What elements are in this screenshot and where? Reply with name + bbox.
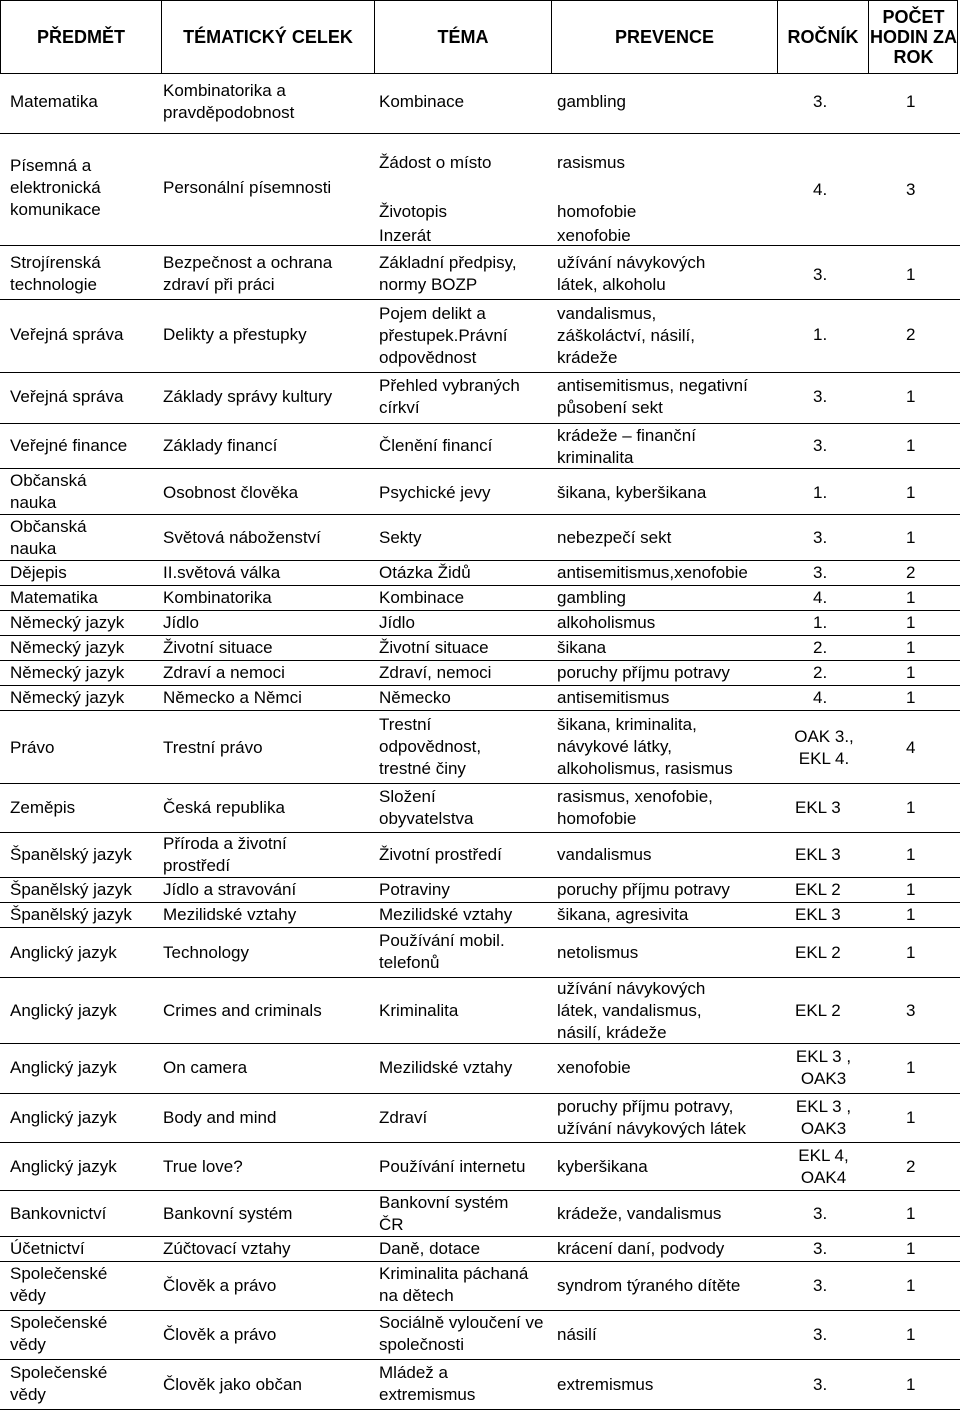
cell-hodiny: 1 xyxy=(906,1276,916,1295)
cell-tema: Kombinace xyxy=(379,588,465,607)
cell-predmet: Anglický jazyk xyxy=(10,1001,117,1020)
row-divider xyxy=(0,1190,960,1191)
cell-predmet: Německý jazyk xyxy=(10,688,125,707)
cell-rocnik: OAK 3., EKL 4. xyxy=(794,727,854,768)
cell-prevence: alkoholismus xyxy=(557,613,656,632)
cell-predmet: Zeměpis xyxy=(10,798,76,817)
cell-predmet: Občanská nauka xyxy=(10,517,87,558)
cell-predmet: Německý jazyk xyxy=(10,613,125,632)
cell-prevence: šikana, kriminalita, návykové látky, alkoholismus, rasismus xyxy=(557,715,733,778)
header-prevence: PREVENCE xyxy=(614,27,715,47)
cell-hodiny: 1 xyxy=(906,943,916,962)
cell-rocnik: 3. xyxy=(813,1204,828,1223)
cell-predmet: Španělský jazyk xyxy=(10,845,132,864)
cell-predmet: Veřejné finance xyxy=(10,436,128,455)
cell-rocnik: EKL 4, OAK4 xyxy=(798,1146,849,1187)
cell-celek: Delikty a přestupky xyxy=(163,325,307,344)
row-divider xyxy=(0,927,960,928)
cell-tema: Otázka Židů xyxy=(379,563,471,582)
cell-hodiny: 1 xyxy=(906,528,916,547)
cell-rocnik: 3. xyxy=(813,563,828,582)
cell-rocnik: 1. xyxy=(813,613,828,632)
cell-tema: Mezilidské vztahy xyxy=(379,905,513,924)
cell-prevence: krádeže – finanční kriminalita xyxy=(557,426,696,467)
cell-predmet: Veřejná správa xyxy=(10,325,124,344)
cell-tema: Členění financí xyxy=(379,436,493,455)
cell-celek: Body and mind xyxy=(163,1108,277,1127)
cell-prevence: extremismus xyxy=(557,1375,654,1394)
cell-predmet: Anglický jazyk xyxy=(10,1108,117,1127)
cell-hodiny: 1 xyxy=(906,905,916,924)
cell-celek: Příroda a životní prostředí xyxy=(163,834,287,875)
cell-rocnik: 3. xyxy=(813,1375,828,1394)
row-divider xyxy=(0,902,960,903)
cell-celek: Mezilidské vztahy xyxy=(163,905,297,924)
cell-hodiny: 3 xyxy=(906,180,916,199)
cell-tema: Pojem delikt a přestupek.Právní odpovědnost xyxy=(379,304,508,367)
cell-hodiny: 1 xyxy=(906,92,916,111)
cell-celek: Zúčtovací vztahy xyxy=(163,1239,291,1258)
cell-rocnik: 1. xyxy=(813,483,828,502)
cell-hodiny: 1 xyxy=(906,1325,916,1344)
cell-predmet: Španělský jazyk xyxy=(10,905,132,924)
cell-prevence: rasismus, xenofobie, homofobie xyxy=(557,787,713,828)
cell-tema: Daně, dotace xyxy=(379,1239,481,1258)
cell-prevence: xenofobie xyxy=(557,1058,631,1077)
cell-tema: Inzerát xyxy=(379,226,431,245)
row-divider xyxy=(0,832,960,833)
cell-rocnik: 3. xyxy=(813,1239,828,1258)
cell-celek: Technology xyxy=(163,943,250,962)
cell-rocnik: 3. xyxy=(813,1276,828,1295)
cell-rocnik: 3. xyxy=(813,436,828,455)
cell-tema: Životopis xyxy=(379,202,448,221)
cell-tema: Zdraví xyxy=(379,1108,428,1127)
cell-hodiny: 1 xyxy=(906,880,916,899)
cell-prevence: netolismus xyxy=(557,943,639,962)
cell-predmet: Bankovnictví xyxy=(10,1204,107,1223)
cell-hodiny: 1 xyxy=(906,387,916,406)
cell-hodiny: 1 xyxy=(906,1058,916,1077)
cell-celek: Zdraví a nemoci xyxy=(163,663,285,682)
row-divider xyxy=(0,1093,960,1094)
cell-prevence: nebezpečí sekt xyxy=(557,528,672,547)
cell-prevence: násilí xyxy=(557,1325,597,1344)
table-header xyxy=(0,0,958,74)
header-predmet: PŘEDMĚT xyxy=(36,27,125,47)
cell-rocnik: 4. xyxy=(813,588,828,607)
cell-hodiny: 1 xyxy=(906,688,916,707)
cell-hodiny: 1 xyxy=(906,663,916,682)
cell-tema: Německo xyxy=(379,688,451,707)
cell-tema: Přehled vybraných církví xyxy=(379,376,520,417)
cell-hodiny: 1 xyxy=(906,436,916,455)
cell-prevence: šikana, agresivita xyxy=(557,905,689,924)
cell-prevence: gambling xyxy=(557,92,626,111)
cell-predmet: Účetnictví xyxy=(10,1239,85,1258)
cell-celek: Základy financí xyxy=(163,436,278,455)
cell-hodiny: 1 xyxy=(906,1108,916,1127)
cell-predmet: Anglický jazyk xyxy=(10,1157,117,1176)
row-divider xyxy=(0,1359,960,1360)
cell-tema: Používání internetu xyxy=(379,1157,526,1176)
cell-celek: Životní situace xyxy=(163,638,273,657)
cell-celek: Osobnost člověka xyxy=(163,483,299,502)
cell-hodiny: 1 xyxy=(906,1375,916,1394)
cell-rocnik: EKL 3 xyxy=(795,905,841,924)
cell-rocnik: 3. xyxy=(813,528,828,547)
cell-hodiny: 1 xyxy=(906,845,916,864)
cell-hodiny: 1 xyxy=(906,1204,916,1223)
cell-celek: Jídlo xyxy=(163,613,199,632)
row-divider xyxy=(0,1142,960,1143)
cell-prevence: vandalismus, záškoláctví, násilí, krádeže xyxy=(557,304,695,367)
row-divider xyxy=(0,710,960,711)
row-divider xyxy=(0,1310,960,1311)
cell-prevence: syndrom týraného dítěte xyxy=(557,1276,741,1295)
cell-tema: Potraviny xyxy=(379,880,450,899)
cell-celek: Světová náboženství xyxy=(163,528,321,547)
row-divider xyxy=(0,468,960,469)
cell-celek: Jídlo a stravování xyxy=(163,880,297,899)
cell-celek: Personální písemnosti xyxy=(163,178,332,197)
cell-rocnik: EKL 3 , OAK3 xyxy=(795,1097,852,1138)
cell-rocnik: 2. xyxy=(813,663,828,682)
cell-prevence: šikana, kyberšikana xyxy=(557,483,707,502)
cell-hodiny: 1 xyxy=(906,265,916,284)
cell-tema: Životní situace xyxy=(379,638,489,657)
cell-rocnik: EKL 2 xyxy=(795,1001,841,1020)
cell-rocnik: 4. xyxy=(813,688,828,707)
cell-hodiny: 4 xyxy=(906,738,916,757)
cell-celek: Německo a Němci xyxy=(163,688,302,707)
cell-hodiny: 1 xyxy=(906,638,916,657)
cell-hodiny: 2 xyxy=(906,1157,916,1176)
cell-celek: Trestní právo xyxy=(163,738,263,757)
cell-prevence: krádeže, vandalismus xyxy=(557,1204,722,1223)
cell-hodiny: 2 xyxy=(906,325,916,344)
header-tema: TÉMA xyxy=(437,27,489,47)
cell-rocnik: EKL 3 xyxy=(795,798,841,817)
row-divider xyxy=(0,635,960,636)
cell-celek: Základy správy kultury xyxy=(163,387,333,406)
cell-hodiny: 1 xyxy=(906,588,916,607)
cell-celek: Člověk jako občan xyxy=(163,1375,302,1394)
cell-tema: Sociálně vyloučení ve společnosti xyxy=(379,1313,544,1354)
row-divider xyxy=(0,1043,960,1044)
cell-tema: Mezilidské vztahy xyxy=(379,1058,513,1077)
row-divider xyxy=(0,133,960,134)
cell-prevence: krácení daní, podvody xyxy=(557,1239,725,1258)
cell-tema: Jídlo xyxy=(379,613,415,632)
cell-tema: Psychické jevy xyxy=(379,483,491,502)
header-rocnik: ROČNÍK xyxy=(787,27,859,47)
cell-predmet: Strojírenská technologie xyxy=(10,253,101,294)
cell-predmet: Veřejná správa xyxy=(10,387,124,406)
cell-hodiny: 1 xyxy=(906,483,916,502)
cell-rocnik: 4. xyxy=(813,180,828,199)
cell-celek: True love? xyxy=(163,1157,243,1176)
cell-predmet: Společenské vědy xyxy=(10,1363,108,1404)
row-divider xyxy=(0,585,960,586)
cell-celek: Bankovní systém xyxy=(163,1204,293,1223)
row-divider xyxy=(0,977,960,978)
cell-predmet: Občanská nauka xyxy=(10,471,87,512)
cell-predmet: Anglický jazyk xyxy=(10,943,117,962)
cell-celek: II.světová válka xyxy=(163,563,281,582)
cell-tema: Kriminalita páchaná na dětech xyxy=(379,1264,529,1305)
row-divider xyxy=(0,1261,960,1262)
cell-prevence: užívání návykových látek, alkoholu xyxy=(557,253,706,294)
cell-tema: Složení obyvatelstva xyxy=(379,787,474,828)
cell-tema: Trestní odpovědnost, trestné činy xyxy=(379,715,482,778)
cell-rocnik: 3. xyxy=(813,387,828,406)
cell-hodiny: 3 xyxy=(906,1001,916,1020)
cell-rocnik: EKL 3 xyxy=(795,845,841,864)
cell-prevence: užívání návykových látek, vandalismus, násilí, krádeže xyxy=(557,979,706,1042)
cell-rocnik: 1. xyxy=(813,325,828,344)
cell-celek: Člověk a právo xyxy=(163,1325,277,1344)
row-divider xyxy=(0,1236,960,1237)
cell-hodiny: 1 xyxy=(906,1239,916,1258)
cell-rocnik: 3. xyxy=(813,265,828,284)
row-divider xyxy=(0,660,960,661)
cell-prevence: poruchy příjmu potravy xyxy=(557,663,730,682)
cell-tema: Používání mobil. telefonů xyxy=(379,931,505,972)
cell-tema: Bankovní systém ČR xyxy=(379,1193,509,1234)
cell-hodiny: 1 xyxy=(906,613,916,632)
cell-celek: Kombinatorika a pravděpodobnost xyxy=(163,81,295,122)
cell-hodiny: 1 xyxy=(906,798,916,817)
cell-celek: On camera xyxy=(163,1058,248,1077)
cell-prevence: antisemitismus,xenofobie xyxy=(557,563,748,582)
cell-tema: Životní prostředí xyxy=(379,845,502,864)
cell-celek: Člověk a právo xyxy=(163,1276,277,1295)
cell-predmet: Matematika xyxy=(10,588,98,607)
row-divider xyxy=(0,610,960,611)
cell-tema: Kombinace xyxy=(379,92,465,111)
row-divider xyxy=(0,1409,960,1410)
cell-predmet: Písemná a elektronická komunikace xyxy=(10,156,101,219)
cell-predmet: Společenské vědy xyxy=(10,1313,108,1354)
row-divider xyxy=(0,560,960,561)
cell-tema: Mládež a extremismus xyxy=(379,1363,476,1404)
cell-prevence: gambling xyxy=(557,588,626,607)
cell-hodiny: 2 xyxy=(906,563,916,582)
row-divider xyxy=(0,877,960,878)
row-divider xyxy=(0,514,960,515)
cell-prevence: homofobie xyxy=(557,202,637,221)
cell-celek: Bezpečnost a ochrana zdraví při práci xyxy=(163,253,333,294)
cell-tema: Sekty xyxy=(379,528,422,547)
cell-prevence: antisemitismus xyxy=(557,688,670,707)
cell-predmet: Anglický jazyk xyxy=(10,1058,117,1077)
cell-celek: Česká republika xyxy=(163,798,285,817)
cell-predmet: Španělský jazyk xyxy=(10,880,132,899)
cell-rocnik: 3. xyxy=(813,1325,828,1344)
cell-predmet: Německý jazyk xyxy=(10,663,125,682)
cell-rocnik: EKL 2 xyxy=(795,943,841,962)
cell-rocnik: 2. xyxy=(813,638,828,657)
cell-predmet: Dějepis xyxy=(10,563,67,582)
header-tematicky-celek: TÉMATICKÝ CELEK xyxy=(183,27,353,47)
row-divider xyxy=(0,685,960,686)
row-divider xyxy=(0,423,960,424)
cell-rocnik: EKL 3 , OAK3 xyxy=(795,1047,852,1088)
cell-celek: Kombinatorika xyxy=(163,588,272,607)
header-pocet-hodin: POČET HODIN ZA ROK xyxy=(870,7,957,67)
cell-prevence: rasismus xyxy=(557,153,626,172)
cell-prevence: xenofobie xyxy=(557,226,631,245)
cell-prevence: antisemitismus, negativní působení sekt xyxy=(557,376,748,417)
cell-tema: Kriminalita xyxy=(379,1001,459,1020)
cell-rocnik: EKL 2 xyxy=(795,880,841,899)
cell-tema: Základní předpisy, normy BOZP xyxy=(379,253,517,294)
cell-prevence: kyberšikana xyxy=(557,1157,648,1176)
cell-predmet: Matematika xyxy=(10,92,98,111)
row-divider xyxy=(0,372,960,373)
row-divider xyxy=(0,783,960,784)
cell-prevence: vandalismus xyxy=(557,845,652,864)
row-divider xyxy=(0,299,960,300)
cell-predmet: Společenské vědy xyxy=(10,1264,108,1305)
cell-tema: Zdraví, nemoci xyxy=(379,663,492,682)
cell-celek: Crimes and criminals xyxy=(163,1001,322,1020)
cell-predmet: Německý jazyk xyxy=(10,638,125,657)
cell-predmet: Právo xyxy=(10,738,55,757)
cell-prevence: poruchy příjmu potravy xyxy=(557,880,730,899)
row-divider xyxy=(0,245,960,246)
cell-prevence: poruchy příjmu potravy, užívání návykových látek xyxy=(557,1097,746,1138)
cell-prevence: šikana xyxy=(557,638,607,657)
cell-rocnik: 3. xyxy=(813,92,828,111)
cell-tema: Žádost o místo xyxy=(379,153,492,172)
